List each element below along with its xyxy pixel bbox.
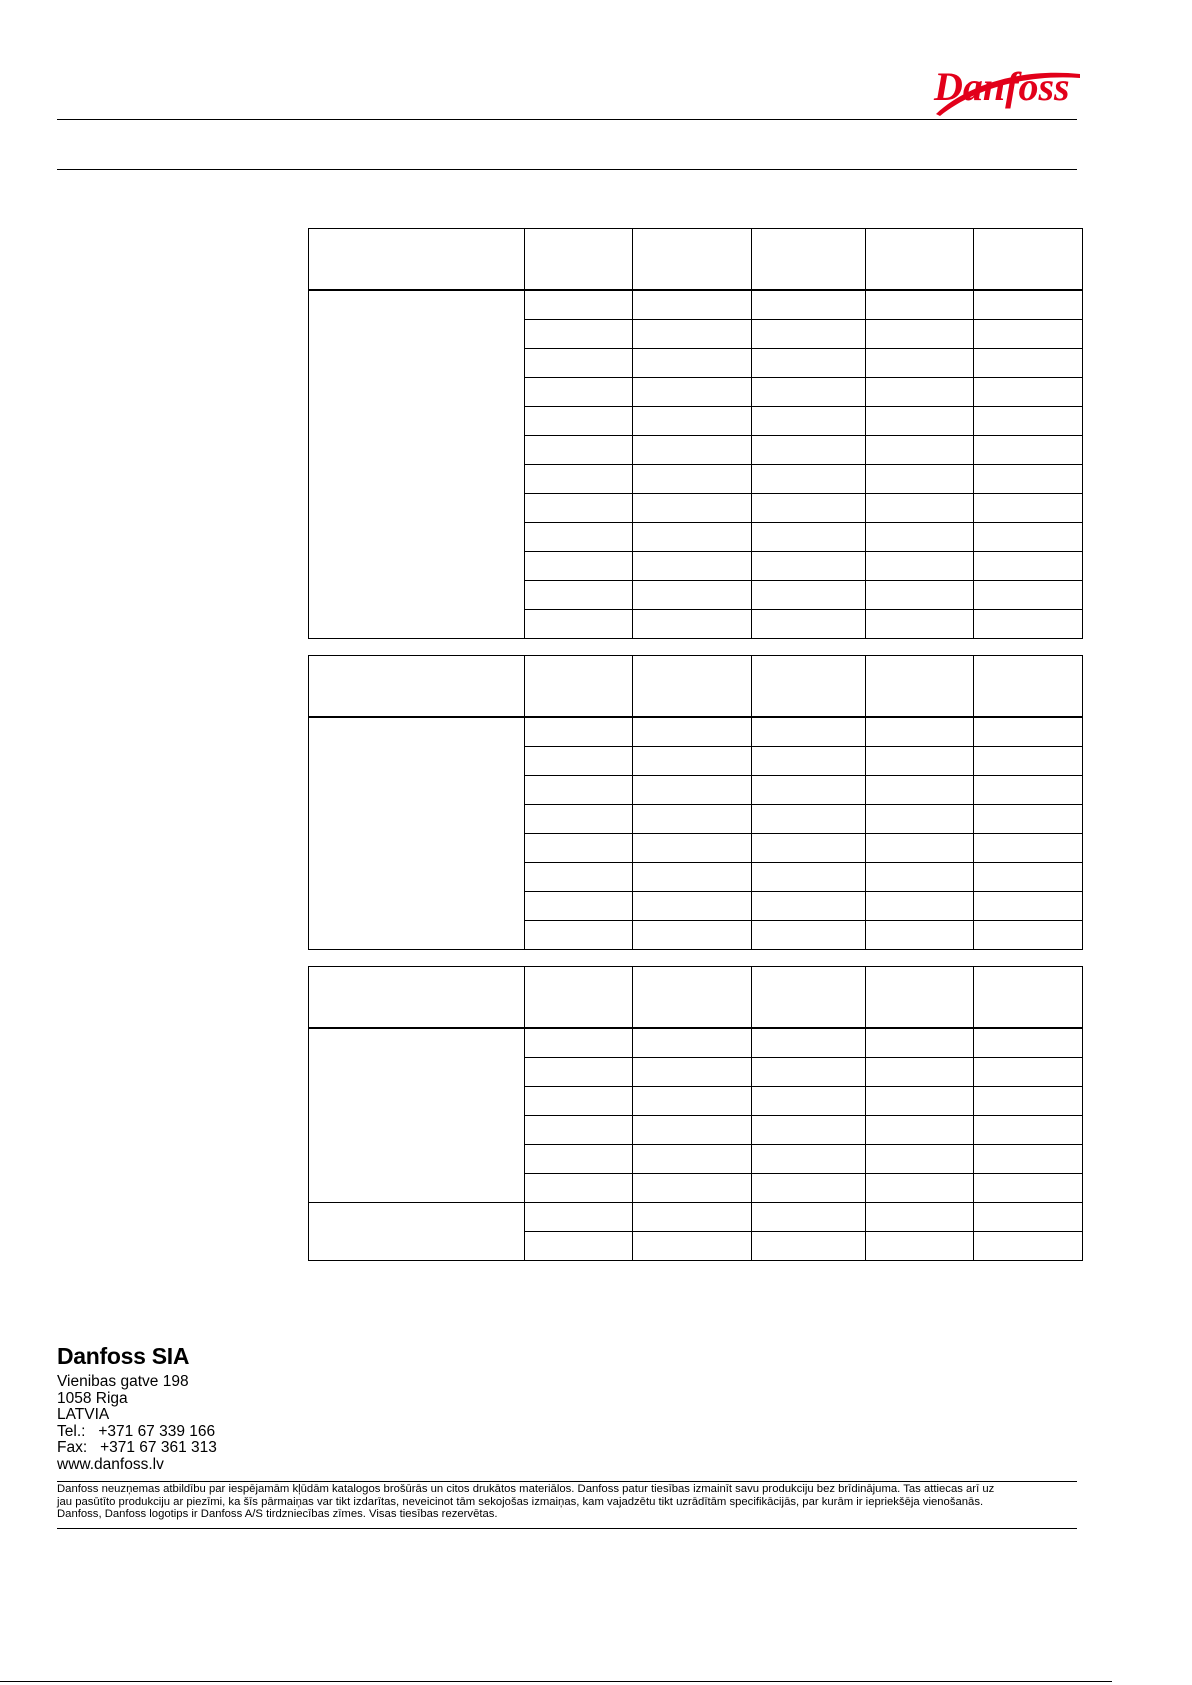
table-cell bbox=[866, 1087, 974, 1116]
header-cell bbox=[752, 967, 866, 1029]
header-cell bbox=[752, 229, 866, 291]
table-cell bbox=[974, 407, 1083, 436]
table-cell bbox=[866, 921, 974, 950]
disclaimer bbox=[57, 1483, 1077, 1521]
spec-table-2 bbox=[308, 655, 1083, 950]
table-cell bbox=[525, 1174, 633, 1203]
table-cell bbox=[633, 921, 752, 950]
table-cell bbox=[633, 1087, 752, 1116]
table-cell bbox=[633, 1116, 752, 1145]
table-header-row bbox=[309, 967, 1083, 1029]
table-cell bbox=[633, 378, 752, 407]
table-cell bbox=[633, 320, 752, 349]
header-cell bbox=[866, 656, 974, 718]
address-country: LATVIA bbox=[57, 1406, 110, 1423]
table-cell bbox=[752, 1174, 866, 1203]
address-phone: Tel.: +371 67 339 166 bbox=[57, 1422, 216, 1440]
spec-table-1 bbox=[308, 228, 1083, 639]
table-cell bbox=[974, 610, 1083, 639]
table-cell bbox=[866, 834, 974, 863]
table-cell bbox=[752, 1203, 866, 1232]
table-cell bbox=[525, 581, 633, 610]
table-cell bbox=[633, 1203, 752, 1232]
table-cell bbox=[525, 320, 633, 349]
disclaimer-rule-top bbox=[57, 1481, 1077, 1482]
table-cell bbox=[974, 1174, 1083, 1203]
table-cell bbox=[752, 349, 866, 378]
table-cell bbox=[525, 776, 633, 805]
table-cell bbox=[525, 1116, 633, 1145]
table-cell bbox=[525, 863, 633, 892]
table-cell bbox=[525, 523, 633, 552]
table-cell bbox=[866, 1203, 974, 1232]
logo-wordmark: Danfoss bbox=[934, 64, 1070, 109]
table-cell bbox=[866, 863, 974, 892]
table-cell bbox=[974, 1087, 1083, 1116]
table-cell bbox=[525, 494, 633, 523]
table-cell bbox=[866, 1232, 974, 1261]
table-cell bbox=[974, 378, 1083, 407]
table-cell bbox=[974, 805, 1083, 834]
table-cell bbox=[525, 552, 633, 581]
table-cell bbox=[633, 349, 752, 378]
address-street: Vienibas gatve 198 bbox=[57, 1373, 189, 1390]
table-cell bbox=[866, 320, 974, 349]
danfoss-logo bbox=[930, 58, 1086, 120]
header-cell bbox=[309, 656, 525, 718]
table-cell bbox=[866, 1174, 974, 1203]
table-cell bbox=[974, 494, 1083, 523]
table-cell bbox=[752, 581, 866, 610]
table-cell bbox=[525, 1087, 633, 1116]
table-cell bbox=[974, 1203, 1083, 1232]
table-cell bbox=[752, 1232, 866, 1261]
table-cell bbox=[752, 465, 866, 494]
table-cell bbox=[974, 776, 1083, 805]
table-cell bbox=[866, 581, 974, 610]
row-group-label-cell bbox=[309, 1203, 525, 1261]
table-cell bbox=[866, 407, 974, 436]
table-cell bbox=[633, 610, 752, 639]
table-cell bbox=[974, 834, 1083, 863]
table-header-row bbox=[309, 656, 1083, 718]
table-cell bbox=[866, 1058, 974, 1087]
table-cell bbox=[974, 349, 1083, 378]
header-cell bbox=[525, 967, 633, 1029]
disclaimer-line-2: jau pasūtīto produkciju ar piezīmi, ka šīs pārmaiņas var tikt izdarītas, neveicinot tām sekojošas izmaiņas, kam vajadzētu tikt uzrādītām specifikācijās, par kurām ir iepriekšēja vienošanās. bbox=[57, 1495, 984, 1508]
table-cell bbox=[633, 494, 752, 523]
table-cell bbox=[866, 552, 974, 581]
table-cell bbox=[525, 717, 633, 747]
table-cell bbox=[525, 1232, 633, 1261]
table-cell bbox=[752, 863, 866, 892]
table-cell bbox=[752, 747, 866, 776]
table-cell bbox=[866, 805, 974, 834]
table-cell bbox=[525, 436, 633, 465]
table-cell bbox=[752, 717, 866, 747]
table-cell bbox=[633, 581, 752, 610]
table-cell bbox=[752, 892, 866, 921]
address-city: 1058 Riga bbox=[57, 1389, 128, 1407]
disclaimer-rule-bottom bbox=[57, 1528, 1077, 1529]
table-cell bbox=[866, 465, 974, 494]
table-cell bbox=[866, 747, 974, 776]
row-group-label-cell bbox=[309, 717, 525, 950]
table-cell bbox=[525, 290, 633, 320]
table-cell bbox=[866, 776, 974, 805]
table-cell bbox=[525, 1145, 633, 1174]
table-cell bbox=[525, 1028, 633, 1058]
table-cell bbox=[525, 805, 633, 834]
header-cell bbox=[633, 229, 752, 291]
table-cell bbox=[525, 1203, 633, 1232]
table-cell bbox=[974, 1116, 1083, 1145]
table-cell bbox=[633, 552, 752, 581]
table-cell bbox=[974, 436, 1083, 465]
header-cell bbox=[974, 656, 1083, 718]
row-group-label-cell bbox=[309, 1028, 525, 1203]
table-row bbox=[309, 717, 1083, 747]
table-cell bbox=[974, 465, 1083, 494]
table-cell bbox=[866, 892, 974, 921]
header-cell bbox=[752, 656, 866, 718]
table-cell bbox=[866, 436, 974, 465]
table-cell bbox=[752, 407, 866, 436]
header-cell bbox=[866, 229, 974, 291]
header-cell bbox=[633, 967, 752, 1029]
table-cell bbox=[752, 805, 866, 834]
table-cell bbox=[752, 378, 866, 407]
table-cell bbox=[525, 892, 633, 921]
table-cell bbox=[633, 863, 752, 892]
table-cell bbox=[752, 320, 866, 349]
table-cell bbox=[752, 1058, 866, 1087]
table-cell bbox=[866, 1028, 974, 1058]
header-cell bbox=[309, 967, 525, 1029]
address-website[interactable]: www.danfoss.lv bbox=[57, 1455, 164, 1473]
table-cell bbox=[633, 1028, 752, 1058]
disclaimer-line-3: Danfoss, Danfoss logotips ir Danfoss A/S tirdzniecības zīmes. Visas tiesības rezervētas. bbox=[57, 1508, 498, 1520]
table-row bbox=[309, 1203, 1083, 1232]
table-cell bbox=[974, 1058, 1083, 1087]
table-cell bbox=[633, 1174, 752, 1203]
table-row bbox=[309, 1028, 1083, 1058]
row-group-label-cell bbox=[309, 290, 525, 639]
header-rule-bottom bbox=[57, 169, 1077, 170]
table-cell bbox=[633, 747, 752, 776]
table-cell bbox=[633, 776, 752, 805]
table-cell bbox=[974, 581, 1083, 610]
table-cell bbox=[633, 717, 752, 747]
table-cell bbox=[633, 436, 752, 465]
table-cell bbox=[974, 1028, 1083, 1058]
table-cell bbox=[752, 834, 866, 863]
table-cell bbox=[525, 349, 633, 378]
table-cell bbox=[866, 494, 974, 523]
table-cell bbox=[525, 610, 633, 639]
table-cell bbox=[752, 523, 866, 552]
table-header-row bbox=[309, 229, 1083, 291]
table-cell bbox=[752, 776, 866, 805]
company-address bbox=[57, 1374, 217, 1473]
table-cell bbox=[633, 892, 752, 921]
disclaimer-line-1: Danfoss neuzņemas atbildību par iespējamām kļūdām katalogos brošūrās un citos drukātos materiālos. Danfoss patur tiesības izmainīt savu produkciju bez brīdinājuma. Tas attiecas arī uz bbox=[57, 1483, 995, 1495]
table-cell bbox=[974, 921, 1083, 950]
table-cell bbox=[633, 834, 752, 863]
table-cell bbox=[633, 407, 752, 436]
table-cell bbox=[974, 1145, 1083, 1174]
table-cell bbox=[525, 1058, 633, 1087]
header-cell bbox=[633, 656, 752, 718]
spec-table-3 bbox=[308, 966, 1083, 1261]
header-cell bbox=[525, 229, 633, 291]
table-cell bbox=[752, 1028, 866, 1058]
table-cell bbox=[866, 523, 974, 552]
table-cell bbox=[633, 523, 752, 552]
table-cell bbox=[752, 1087, 866, 1116]
table-cell bbox=[752, 552, 866, 581]
table-cell bbox=[866, 717, 974, 747]
table-cell bbox=[633, 1058, 752, 1087]
table-cell bbox=[525, 834, 633, 863]
table-cell bbox=[633, 1145, 752, 1174]
table-cell bbox=[525, 378, 633, 407]
table-cell bbox=[633, 465, 752, 494]
table-cell bbox=[866, 290, 974, 320]
table-cell bbox=[866, 610, 974, 639]
company-name: Danfoss SIA bbox=[57, 1343, 190, 1369]
header-cell bbox=[309, 229, 525, 291]
table-cell bbox=[525, 407, 633, 436]
table-cell bbox=[752, 1116, 866, 1145]
table-cell bbox=[752, 1145, 866, 1174]
table-cell bbox=[752, 494, 866, 523]
table-cell bbox=[633, 1232, 752, 1261]
table-cell bbox=[974, 523, 1083, 552]
table-cell bbox=[974, 1232, 1083, 1261]
table-cell bbox=[752, 290, 866, 320]
table-cell bbox=[866, 378, 974, 407]
table-cell bbox=[752, 610, 866, 639]
table-cell bbox=[525, 747, 633, 776]
table-cell bbox=[752, 921, 866, 950]
table-row bbox=[309, 290, 1083, 320]
table-cell bbox=[974, 552, 1083, 581]
table-cell bbox=[974, 290, 1083, 320]
table-cell bbox=[974, 717, 1083, 747]
table-cell bbox=[866, 1116, 974, 1145]
header-cell bbox=[866, 967, 974, 1029]
table-cell bbox=[525, 465, 633, 494]
table-cell bbox=[974, 863, 1083, 892]
header-cell bbox=[974, 229, 1083, 291]
table-cell bbox=[974, 320, 1083, 349]
table-cell bbox=[866, 349, 974, 378]
table-cell bbox=[633, 805, 752, 834]
table-cell bbox=[633, 290, 752, 320]
table-cell bbox=[866, 1145, 974, 1174]
header-rule-top bbox=[57, 119, 1077, 120]
header-cell bbox=[974, 967, 1083, 1029]
header-cell bbox=[525, 656, 633, 718]
table-cell bbox=[752, 436, 866, 465]
page-bottom-rule bbox=[0, 1681, 1112, 1682]
table-cell bbox=[974, 747, 1083, 776]
table-cell bbox=[974, 892, 1083, 921]
table-cell bbox=[525, 921, 633, 950]
address-fax: Fax: +371 67 361 313 bbox=[57, 1439, 217, 1456]
